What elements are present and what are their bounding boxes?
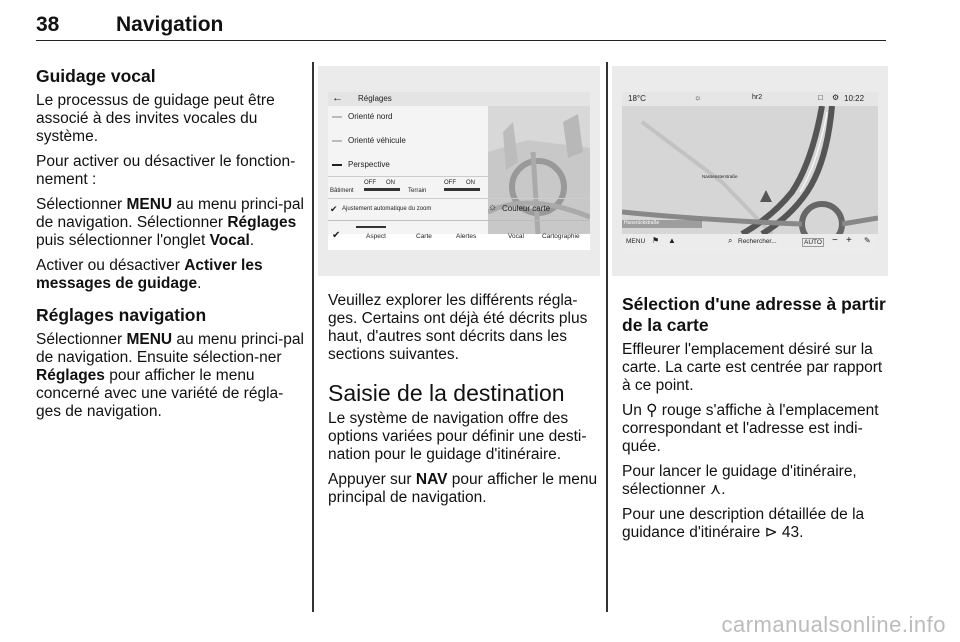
paragraph: Pour lancer le guidage d'itinéraire, sélectionner ⋏. bbox=[622, 463, 857, 498]
map-color-button[interactable]: Couleur carte bbox=[502, 204, 551, 213]
checkbox-icon[interactable]: ✔ bbox=[330, 204, 338, 214]
middle-column bbox=[328, 292, 598, 514]
street-label: Nassensterstraße bbox=[702, 174, 738, 179]
map-screenshot bbox=[612, 66, 888, 276]
settings-screenshot bbox=[318, 66, 600, 276]
tab-aspect[interactable]: Aspect bbox=[366, 233, 386, 240]
paragraph: Sélectionner MENU au menu princi-pal de navigation. Sélectionner Réglages puis sélectionner l'onglet Vocal. bbox=[36, 196, 304, 249]
heading-selection-adresse: Sélection d'une adresse à partir de la carte bbox=[622, 294, 886, 335]
reference-arrow-icon: ⊳ bbox=[764, 524, 778, 541]
temperature: 18°C bbox=[628, 94, 646, 103]
zoom-out-icon[interactable]: − bbox=[832, 235, 838, 246]
paragraph: Un ⚲ rouge s'affiche à l'emplacement correspondant et l'adresse est indi-quée. bbox=[622, 402, 879, 455]
auto-zoom-button[interactable]: AUTO bbox=[804, 239, 822, 246]
paragraph: Pour une description détaillée de la guidance d'itinéraire ⊳ 43. bbox=[622, 506, 865, 541]
map-status-bar bbox=[622, 92, 878, 106]
paragraph: Pour activer ou désactiver le fonction-nement : bbox=[36, 153, 296, 188]
zoom-in-icon[interactable]: + bbox=[846, 235, 852, 246]
column-divider-right bbox=[606, 62, 608, 612]
active-tab-indicator bbox=[356, 226, 386, 228]
terrain-toggle[interactable] bbox=[444, 188, 480, 191]
start-guidance-icon: ⋏ bbox=[709, 481, 722, 498]
paragraph: Le processus de guidage peut être associé à des invites vocales du système. bbox=[36, 92, 275, 145]
terrain-on[interactable]: ON bbox=[466, 180, 475, 186]
batiment-label: Bâtiment bbox=[330, 188, 354, 194]
paragraph: Le système de navigation offre des options variées pour définir une desti-nation pour le guidage d'itinéraire. bbox=[328, 410, 587, 463]
page-number: 38 bbox=[36, 13, 60, 36]
back-arrow-icon[interactable]: ← bbox=[332, 92, 343, 104]
watermark: carmanualsonline.info bbox=[721, 612, 946, 637]
tab-vocal[interactable]: Vocal bbox=[508, 233, 524, 240]
confirm-check-icon[interactable]: ✔ bbox=[332, 230, 341, 241]
map-bottom-bar bbox=[622, 234, 878, 250]
radio-station: hr2 bbox=[752, 94, 763, 101]
paragraph: Activer ou désactiver Activer les messages de guidage. bbox=[36, 257, 263, 292]
clock: 10:22 bbox=[844, 94, 865, 103]
heading-guidage-vocal: Guidage vocal bbox=[36, 66, 156, 86]
sun-icon: ☼ bbox=[694, 93, 702, 102]
batiment-off[interactable]: OFF bbox=[364, 180, 376, 186]
batiment-toggle[interactable] bbox=[364, 188, 400, 191]
right-column bbox=[622, 294, 888, 549]
sun-icon: ☼ bbox=[488, 202, 498, 213]
map-2d-background bbox=[622, 92, 878, 250]
batiment-on[interactable]: ON bbox=[386, 180, 395, 186]
heading-reglages-navigation: Réglages navigation bbox=[36, 305, 207, 325]
tab-cartographie[interactable]: Cartographie bbox=[542, 233, 580, 240]
settings-title-bar bbox=[328, 92, 590, 106]
paragraph: Sélectionner MENU au menu princi-pal de navigation. Ensuite sélection-ner Réglages pour afficher le menu concerné avec une variété de régla-ges de navigation. bbox=[36, 331, 304, 420]
person-icon[interactable]: ▲ bbox=[668, 236, 676, 245]
search-icon[interactable]: ⌕ bbox=[728, 236, 733, 245]
heading-saisie-destination: Saisie de la destination bbox=[328, 380, 565, 406]
left-column bbox=[36, 66, 304, 428]
tab-alertes[interactable]: Alertes bbox=[456, 233, 477, 240]
gear-icon[interactable]: ⚙ bbox=[832, 93, 840, 102]
search-field[interactable]: Rechercher... bbox=[738, 238, 777, 245]
terrain-off[interactable]: OFF bbox=[444, 180, 456, 186]
flag-icon[interactable]: ⚑ bbox=[652, 236, 660, 245]
column-divider-left bbox=[312, 62, 314, 612]
page-header bbox=[36, 10, 886, 41]
auto-zoom-label: Ajustement automatique du zoom bbox=[342, 206, 432, 212]
edit-icon[interactable]: ✎ bbox=[864, 236, 871, 245]
map-screen bbox=[622, 92, 878, 250]
settings-title: Réglages bbox=[358, 94, 392, 103]
pin-icon: ⚲ bbox=[646, 402, 658, 419]
paragraph: Appuyer sur NAV pour afficher le menu principal de navigation. bbox=[328, 471, 598, 506]
terrain-label: Terrain bbox=[408, 188, 427, 194]
street-label: Hunsrückstraße bbox=[624, 220, 660, 226]
section-title: Navigation bbox=[116, 13, 224, 36]
menu-button[interactable]: MENU bbox=[626, 238, 646, 245]
paragraph: Effleurer l'emplacement désiré sur la carte. La carte est centrée par rapport à ce point. bbox=[622, 341, 883, 394]
settings-screen: ← Réglages Orienté nord Orienté véhicule Perspective Bâtiment OFF ON Terrain OFF ON ✔ Ajustement automatique du zoom ☼ Couleur carte ✔ Aspect Carte Alertes Vocal Cartographie bbox=[328, 92, 590, 250]
paragraph: Veuillez explorer les différents régla-ges. Certains ont déjà été décrits plus haut, d'autres sont décrits dans les sections suivantes. bbox=[328, 292, 588, 363]
tab-carte[interactable]: Carte bbox=[416, 233, 432, 240]
message-icon[interactable]: □ bbox=[818, 93, 823, 102]
